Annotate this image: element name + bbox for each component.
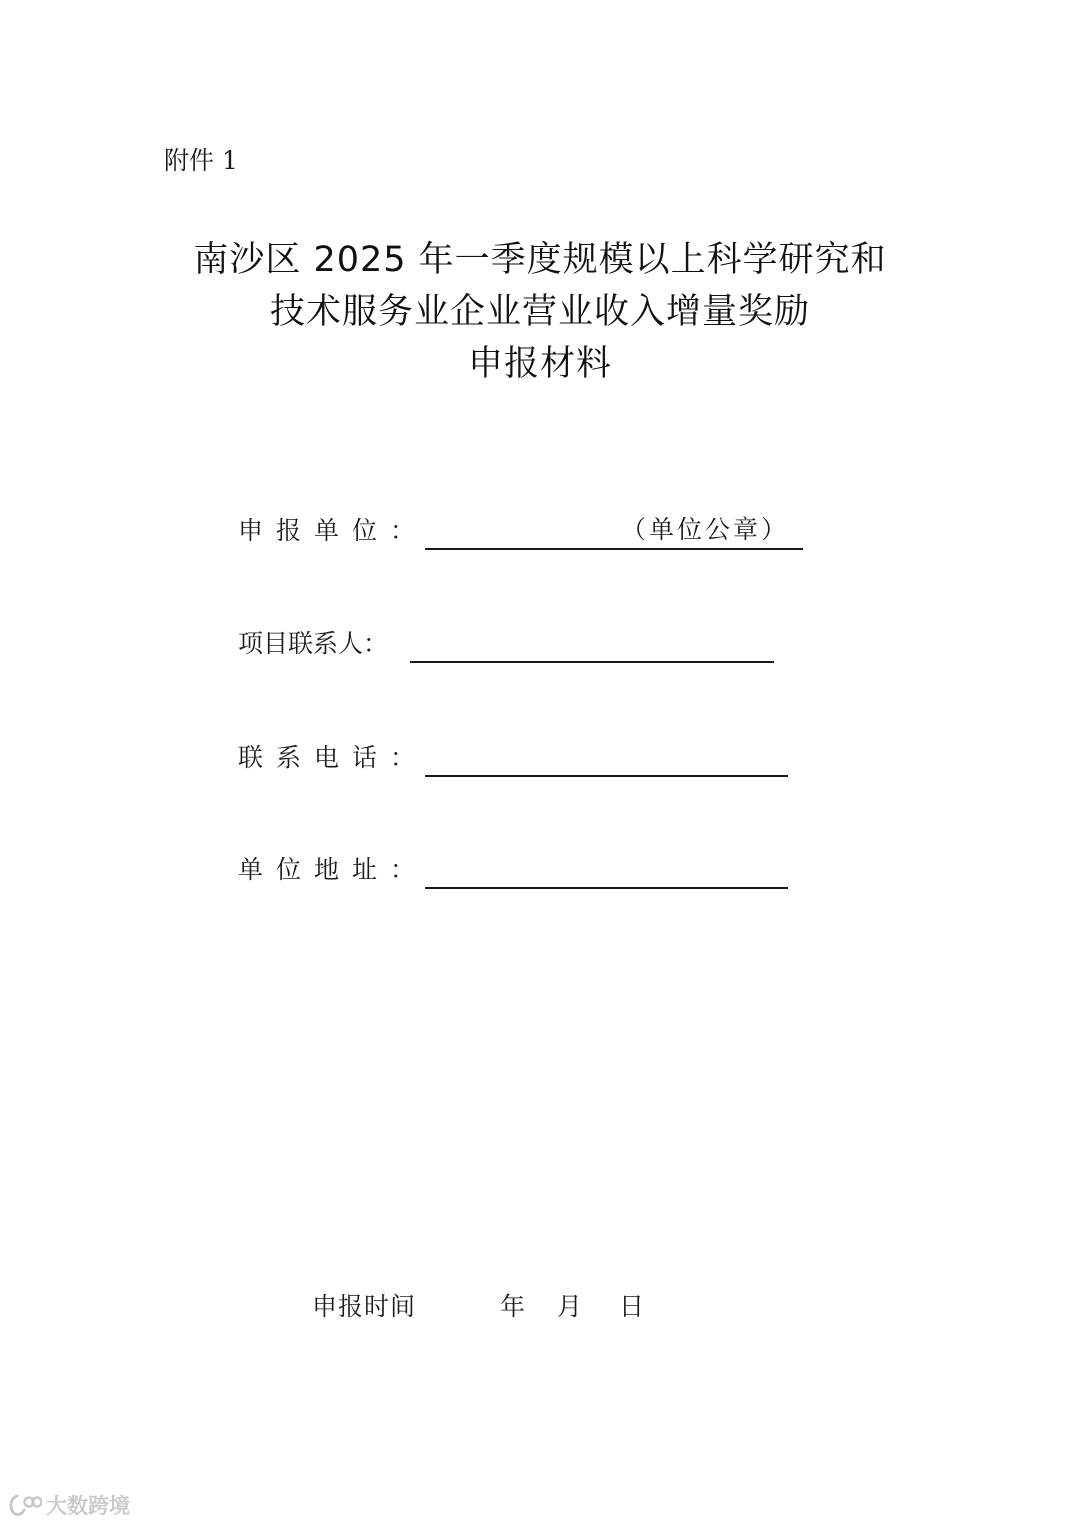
- unit-seal-note: （单位公章）: [620, 515, 789, 544]
- date-day: 日: [619, 1292, 645, 1321]
- watermark-text: 大数跨境: [46, 1494, 130, 1518]
- attachment-label: 附件 1: [164, 146, 238, 175]
- contact-phone-field: [238, 738, 793, 778]
- unit-address-input-line[interactable]: [425, 850, 788, 889]
- application-date-label: 申报时间: [312, 1292, 417, 1321]
- applicant-unit-field: [238, 511, 808, 551]
- project-contact-label: 项目联系人：: [238, 629, 389, 658]
- applicant-unit-input-line[interactable]: [425, 511, 803, 550]
- contact-phone-label: 联系电话：: [238, 743, 429, 772]
- logo-icon: [8, 1492, 42, 1518]
- unit-address-field: [238, 850, 793, 890]
- project-contact-input-line[interactable]: [410, 624, 774, 663]
- document-title: [0, 234, 1080, 390]
- date-year: 年: [500, 1292, 526, 1321]
- date-month: 月: [557, 1292, 583, 1321]
- title-line-2: 技术服务业企业营业收入增量奖励: [269, 292, 810, 332]
- applicant-unit-label: 申报单位：: [238, 516, 429, 545]
- title-line-3: 申报材料: [467, 344, 612, 384]
- unit-address-label: 单位地址：: [238, 855, 429, 884]
- project-contact-field: [238, 624, 778, 664]
- watermark: [8, 1490, 130, 1520]
- title-line-1: 南沙区 2025 年一季度规模以上科学研究和: [193, 240, 887, 280]
- contact-phone-input-line[interactable]: [425, 738, 788, 777]
